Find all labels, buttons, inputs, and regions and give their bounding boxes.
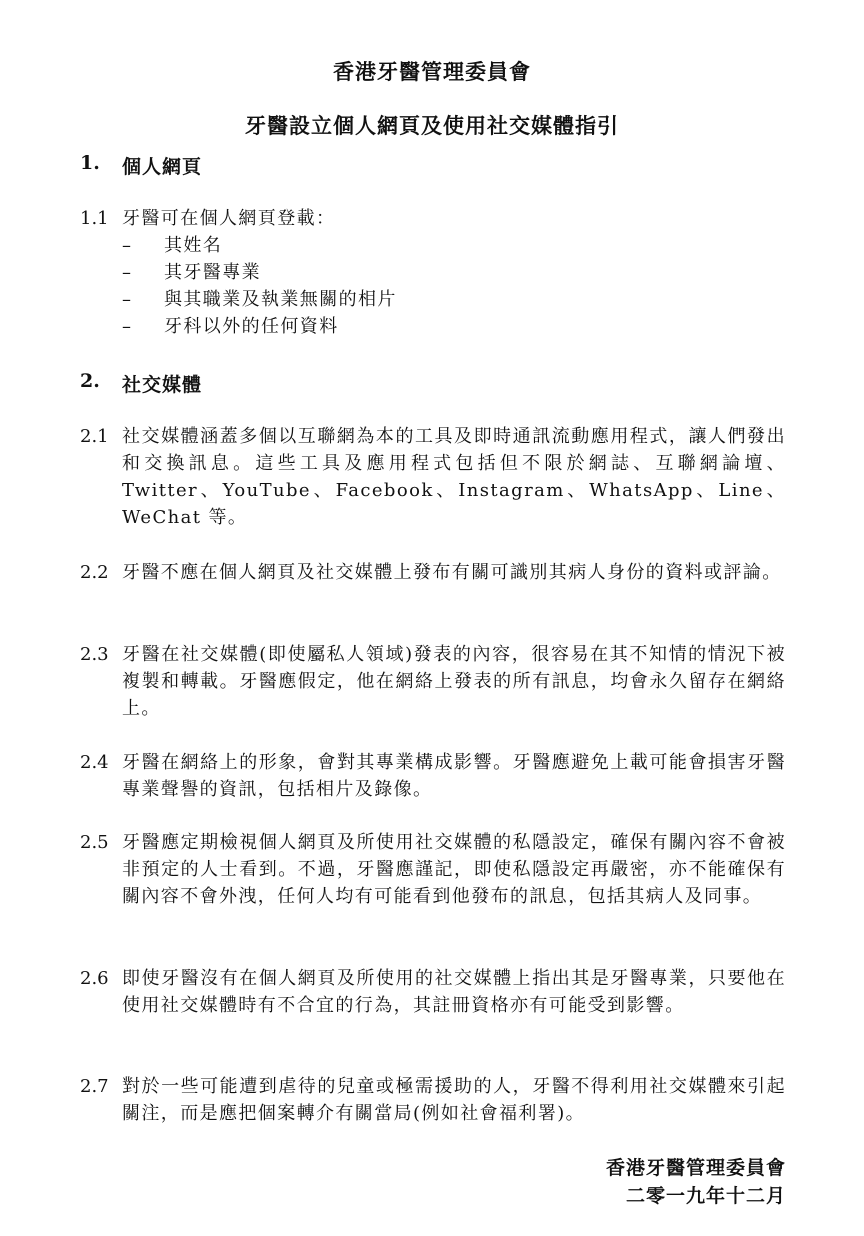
section-1-number: 1.	[80, 152, 100, 174]
paragraph-2-3	[80, 641, 786, 722]
paragraph-number: 2.4	[80, 752, 109, 773]
paragraph-text: 牙醫在網絡上的形象，會對其專業構成影響。牙醫應避免上載可能會損害牙醫專業聲譽的資訊，包括相片及錄像。	[122, 752, 786, 800]
paragraph-2-6	[80, 965, 786, 1019]
organization-title: 香港牙醫管理委員會	[333, 59, 531, 84]
paragraph-2-2	[80, 559, 786, 586]
paragraph-2-5	[80, 829, 786, 910]
dash-bullet: –	[122, 316, 131, 337]
list-item-text: 其牙醫專業	[164, 262, 261, 283]
section-2-heading	[80, 370, 202, 397]
paragraph-number: 2.2	[80, 562, 109, 583]
signature-block	[606, 1154, 786, 1210]
paragraph-text: 牙醫在社交媒體(即使屬私人領域)發表的內容，很容易在其不知情的情況下被複製和轉載。牙醫應假定，他在網絡上發表的所有訊息，均會永久留存在網絡上。	[122, 644, 786, 719]
paragraph-number: 2.3	[80, 644, 109, 665]
paragraph-number: 2.1	[80, 426, 109, 447]
paragraph-number: 2.5	[80, 832, 109, 853]
list-item	[122, 286, 397, 313]
paragraph-text: 牙醫不應在個人網頁及社交媒體上發布有關可識別其病人身份的資料或評論。	[122, 562, 782, 583]
paragraph-text: 即使牙醫沒有在個人網頁及所使用的社交媒體上指出其是牙醫專業，只要他在使用社交媒體時有不合宜的行為，其註冊資格亦有可能受到影響。	[122, 968, 786, 1016]
paragraph-text: 社交媒體涵蓋多個以互聯網為本的工具及即時通訊流動應用程式，讓人們發出和交換訊息。這些工具及應用程式包括但不限於網誌、互聯網論壇、Twitter、YouTube、Facebook、Instagram、WhatsApp、Line、WeChat 等。	[122, 426, 786, 528]
section-2-title: 社交媒體	[122, 374, 203, 396]
list-item-text: 牙科以外的任何資料	[164, 316, 339, 337]
list-item-text: 與其職業及執業無關的相片	[164, 289, 397, 310]
paragraph-2-7	[80, 1073, 786, 1127]
paragraph-number: 1.1	[80, 208, 109, 229]
list-item	[122, 232, 397, 259]
paragraph-2-1	[80, 423, 786, 531]
signature-organization: 香港牙醫管理委員會	[605, 1157, 786, 1179]
paragraph-number: 2.7	[80, 1076, 109, 1097]
section-1-title: 個人網頁	[122, 156, 203, 178]
signature-date: 二零一九年十二月	[625, 1185, 786, 1207]
dash-bullet: –	[122, 262, 131, 283]
bullet-list	[122, 232, 397, 340]
section-2-number: 2.	[80, 370, 100, 392]
paragraph-1-1	[80, 205, 786, 232]
list-item	[122, 259, 397, 286]
dash-bullet: –	[122, 289, 131, 310]
list-item-text: 其姓名	[164, 235, 223, 256]
paragraph-text: 牙醫可在個人網頁登載：	[122, 208, 336, 229]
section-1-heading	[80, 152, 202, 179]
dash-bullet: –	[122, 235, 131, 256]
paragraph-text: 對於一些可能遭到虐待的兒童或極需援助的人，牙醫不得利用社交媒體來引起關注，而是應把個案轉介有關當局(例如社會福利署)。	[122, 1076, 786, 1124]
document-title: 牙醫設立個人網頁及使用社交媒體指引	[245, 113, 619, 138]
paragraph-text: 牙醫應定期檢視個人網頁及所使用社交媒體的私隱設定，確保有關內容不會被非預定的人士看到。不過，牙醫應謹記，即使私隱設定再嚴密，亦不能確保有關內容不會外洩，任何人均有可能看到他發布的訊息，包括其病人及同事。	[122, 832, 786, 907]
list-item	[122, 313, 397, 340]
paragraph-2-4	[80, 749, 786, 803]
paragraph-number: 2.6	[80, 968, 109, 989]
